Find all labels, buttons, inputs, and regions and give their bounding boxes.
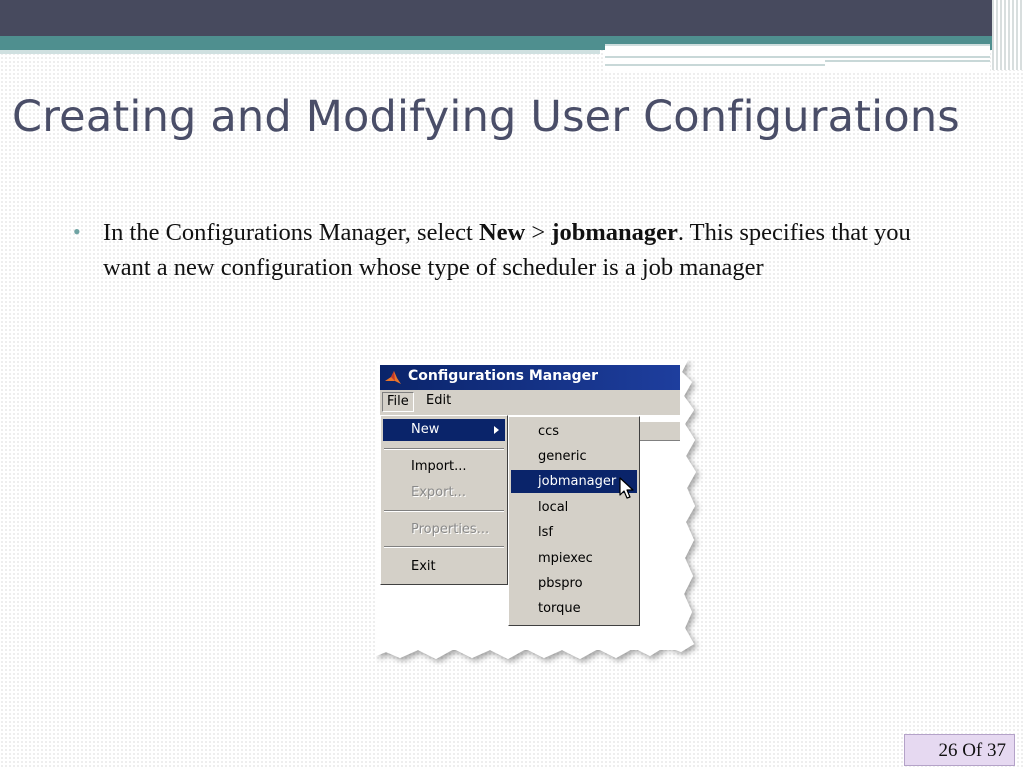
submenu-item-mpiexec[interactable]: mpiexec: [538, 551, 593, 566]
menu-separator: [384, 546, 504, 548]
file-menu-new[interactable]: [383, 419, 505, 441]
file-menu-dropdown: [380, 415, 508, 585]
submenu-arrow-icon: [494, 426, 499, 434]
page-indicator: 26 Of 37: [904, 734, 1015, 766]
file-menu-import[interactable]: Import...: [411, 459, 467, 474]
bullet-prefix: In the Configurations Manager, select: [103, 219, 479, 246]
menu-separator: [384, 448, 504, 450]
new-submenu: [508, 416, 640, 626]
bullet-dot-icon: •: [73, 219, 81, 244]
window-title-bar: [380, 365, 680, 390]
submenu-item-ccs[interactable]: ccs: [538, 424, 560, 439]
menu-file[interactable]: File: [382, 392, 414, 412]
menu-edit[interactable]: Edit: [426, 393, 452, 408]
header-tab-block: [605, 44, 990, 72]
bullet-bold-jobmanager: jobmanager: [551, 219, 678, 246]
file-menu-exit[interactable]: Exit: [411, 559, 436, 574]
submenu-item-local[interactable]: local: [538, 500, 569, 515]
header-line: [825, 60, 990, 62]
file-menu-properties: Properties...: [411, 522, 490, 537]
mouse-cursor-icon: [619, 477, 635, 501]
bullet-middle: >: [525, 219, 552, 246]
submenu-item-jobmanager[interactable]: jobmanager: [511, 470, 637, 493]
header-line: [605, 56, 990, 58]
bullet-text: [103, 216, 963, 285]
window-title: Configurations Manager: [408, 368, 599, 384]
header-line: [605, 64, 825, 66]
file-menu-new-label: New: [411, 422, 440, 437]
menu-separator: [384, 510, 504, 512]
header-side-bars: [992, 0, 1024, 70]
bullet-item: [73, 216, 973, 285]
configurations-manager-screenshot: [376, 360, 706, 665]
submenu-item-lsf[interactable]: lsf: [538, 525, 553, 540]
bullet-bold-new: New: [478, 219, 526, 246]
submenu-item-torque[interactable]: torque: [538, 601, 581, 616]
menubar: [380, 390, 680, 415]
header-light-strip: [0, 50, 600, 54]
slide-title: Creating and Modifying User Configurations: [12, 92, 960, 142]
matlab-logo-icon: [384, 369, 402, 387]
file-menu-export: Export...: [411, 485, 466, 500]
bullet-suffix: . This specifies that you want a new configuration whose type of scheduler is a job manager: [103, 219, 911, 281]
submenu-item-pbspro[interactable]: pbspro: [538, 576, 583, 591]
header-dark-bar: [0, 0, 1024, 36]
submenu-item-generic[interactable]: generic: [538, 449, 587, 464]
